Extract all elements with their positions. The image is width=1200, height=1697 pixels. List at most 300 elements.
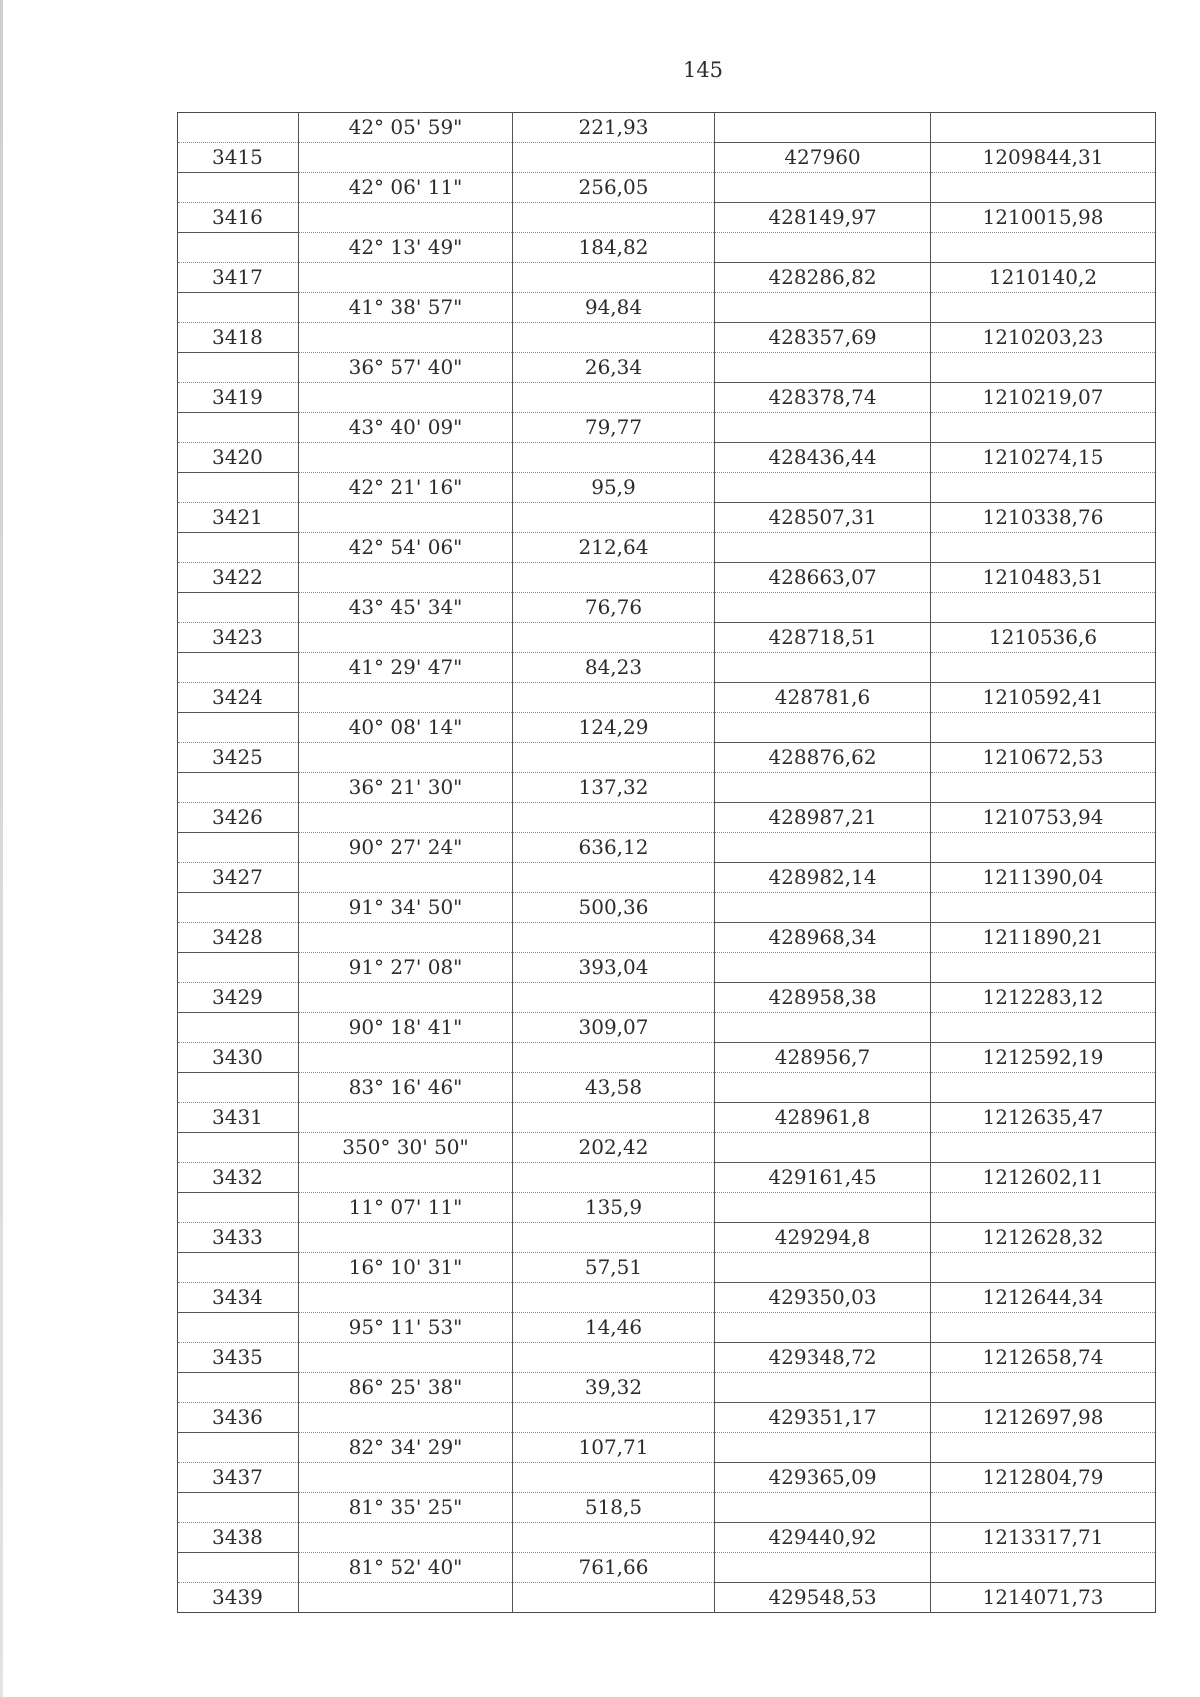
x-coordinate-cell-empty — [715, 1553, 931, 1583]
point-row — [178, 323, 1156, 353]
x-coordinate-cell-empty — [715, 893, 931, 923]
y-coordinate-cell: 1212635,47 — [931, 1103, 1156, 1133]
bearing-cell-empty — [299, 1523, 513, 1553]
segment-row — [178, 1373, 1156, 1403]
distance-cell: 107,71 — [513, 1433, 715, 1463]
point-row — [178, 563, 1156, 593]
distance-cell-empty — [513, 923, 715, 953]
point-id-cell: 3436 — [178, 1403, 299, 1433]
bearing-cell: 90° 18' 41" — [299, 1013, 513, 1043]
point-id-cell: 3421 — [178, 503, 299, 533]
point-id-cell-empty — [178, 1133, 299, 1163]
x-coordinate-cell: 429548,53 — [715, 1583, 931, 1613]
bearing-cell-empty — [299, 1103, 513, 1133]
y-coordinate-cell-empty — [931, 1193, 1156, 1223]
y-coordinate-cell-empty — [931, 1433, 1156, 1463]
x-coordinate-cell-empty — [715, 293, 931, 323]
segment-row — [178, 773, 1156, 803]
y-coordinate-cell-empty — [931, 533, 1156, 563]
bearing-cell: 42° 06' 11" — [299, 173, 513, 203]
point-row — [178, 443, 1156, 473]
y-coordinate-cell: 1212644,34 — [931, 1283, 1156, 1313]
point-id-cell-empty — [178, 1373, 299, 1403]
distance-cell-empty — [513, 983, 715, 1013]
segment-row — [178, 473, 1156, 503]
y-coordinate-cell: 1212658,74 — [931, 1343, 1156, 1373]
y-coordinate-cell-empty — [931, 773, 1156, 803]
x-coordinate-cell-empty — [715, 1193, 931, 1223]
bearing-cell-empty — [299, 323, 513, 353]
x-coordinate-cell: 427960 — [715, 143, 931, 173]
bearing-cell-empty — [299, 383, 513, 413]
y-coordinate-cell: 1211390,04 — [931, 863, 1156, 893]
x-coordinate-cell: 429365,09 — [715, 1463, 931, 1493]
bearing-cell-empty — [299, 1223, 513, 1253]
x-coordinate-cell: 428968,34 — [715, 923, 931, 953]
point-id-cell-empty — [178, 893, 299, 923]
y-coordinate-cell-empty — [931, 653, 1156, 683]
x-coordinate-cell: 428961,8 — [715, 1103, 931, 1133]
y-coordinate-cell-empty — [931, 1373, 1156, 1403]
point-id-cell: 3418 — [178, 323, 299, 353]
bearing-cell: 11° 07' 11" — [299, 1193, 513, 1223]
distance-cell: 221,93 — [513, 113, 715, 143]
bearing-cell-empty — [299, 1403, 513, 1433]
y-coordinate-cell: 1210274,15 — [931, 443, 1156, 473]
distance-cell: 184,82 — [513, 233, 715, 263]
point-id-cell: 3417 — [178, 263, 299, 293]
bearing-cell-empty — [299, 263, 513, 293]
segment-row — [178, 1433, 1156, 1463]
point-id-cell: 3427 — [178, 863, 299, 893]
segment-row — [178, 1553, 1156, 1583]
y-coordinate-cell: 1212697,98 — [931, 1403, 1156, 1433]
segment-row — [178, 233, 1156, 263]
point-id-cell-empty — [178, 833, 299, 863]
bearing-cell: 86° 25' 38" — [299, 1373, 513, 1403]
segment-row — [178, 953, 1156, 983]
bearing-cell-empty — [299, 1043, 513, 1073]
y-coordinate-cell-empty — [931, 353, 1156, 383]
distance-cell-empty — [513, 323, 715, 353]
distance-cell: 202,42 — [513, 1133, 715, 1163]
point-id-cell-empty — [178, 113, 299, 143]
x-coordinate-cell-empty — [715, 413, 931, 443]
point-row — [178, 983, 1156, 1013]
point-id-cell: 3424 — [178, 683, 299, 713]
x-coordinate-cell: 428982,14 — [715, 863, 931, 893]
y-coordinate-cell-empty — [931, 593, 1156, 623]
segment-row — [178, 1253, 1156, 1283]
bearing-cell: 42° 13' 49" — [299, 233, 513, 263]
point-row — [178, 1463, 1156, 1493]
y-coordinate-cell-empty — [931, 1073, 1156, 1103]
point-row — [178, 863, 1156, 893]
x-coordinate-cell: 428718,51 — [715, 623, 931, 653]
x-coordinate-cell: 428149,97 — [715, 203, 931, 233]
point-row — [178, 503, 1156, 533]
bearing-cell: 36° 21' 30" — [299, 773, 513, 803]
distance-cell-empty — [513, 203, 715, 233]
y-coordinate-cell-empty — [931, 113, 1156, 143]
point-id-cell-empty — [178, 1193, 299, 1223]
point-row — [178, 803, 1156, 833]
distance-cell: 309,07 — [513, 1013, 715, 1043]
segment-row — [178, 1133, 1156, 1163]
point-id-cell-empty — [178, 293, 299, 323]
bearing-cell: 41° 29' 47" — [299, 653, 513, 683]
point-id-cell: 3431 — [178, 1103, 299, 1133]
point-id-cell: 3437 — [178, 1463, 299, 1493]
distance-cell: 94,84 — [513, 293, 715, 323]
x-coordinate-cell: 428958,38 — [715, 983, 931, 1013]
x-coordinate-cell-empty — [715, 1013, 931, 1043]
distance-cell: 57,51 — [513, 1253, 715, 1283]
x-coordinate-cell-empty — [715, 773, 931, 803]
segment-row — [178, 353, 1156, 383]
bearing-cell-empty — [299, 1163, 513, 1193]
x-coordinate-cell-empty — [715, 113, 931, 143]
bearing-cell-empty — [299, 503, 513, 533]
bearing-cell: 42° 54' 06" — [299, 533, 513, 563]
point-row — [178, 383, 1156, 413]
point-row — [178, 263, 1156, 293]
distance-cell: 500,36 — [513, 893, 715, 923]
point-row — [178, 1583, 1156, 1613]
point-id-cell: 3434 — [178, 1283, 299, 1313]
point-id-cell: 3420 — [178, 443, 299, 473]
distance-cell-empty — [513, 1343, 715, 1373]
x-coordinate-cell-empty — [715, 1253, 931, 1283]
point-id-cell: 3419 — [178, 383, 299, 413]
distance-cell: 135,9 — [513, 1193, 715, 1223]
bearing-cell: 42° 21' 16" — [299, 473, 513, 503]
x-coordinate-cell: 428378,74 — [715, 383, 931, 413]
y-coordinate-cell: 1210672,53 — [931, 743, 1156, 773]
x-coordinate-cell-empty — [715, 1133, 931, 1163]
x-coordinate-cell: 428663,07 — [715, 563, 931, 593]
point-row — [178, 1403, 1156, 1433]
distance-cell-empty — [513, 743, 715, 773]
x-coordinate-cell: 428987,21 — [715, 803, 931, 833]
y-coordinate-cell-empty — [931, 413, 1156, 443]
distance-cell-empty — [513, 1403, 715, 1433]
bearing-cell: 83° 16' 46" — [299, 1073, 513, 1103]
y-coordinate-cell: 1210483,51 — [931, 563, 1156, 593]
distance-cell: 95,9 — [513, 473, 715, 503]
coordinates-table — [177, 112, 1156, 1613]
y-coordinate-cell-empty — [931, 173, 1156, 203]
y-coordinate-cell: 1212602,11 — [931, 1163, 1156, 1193]
distance-cell-empty — [513, 383, 715, 413]
point-id-cell-empty — [178, 953, 299, 983]
bearing-cell: 82° 34' 29" — [299, 1433, 513, 1463]
point-id-cell-empty — [178, 1493, 299, 1523]
bearing-cell: 91° 27' 08" — [299, 953, 513, 983]
segment-row — [178, 113, 1156, 143]
x-coordinate-cell-empty — [715, 1073, 931, 1103]
bearing-cell-empty — [299, 743, 513, 773]
bearing-cell: 91° 34' 50" — [299, 893, 513, 923]
distance-cell: 761,66 — [513, 1553, 715, 1583]
point-id-cell: 3429 — [178, 983, 299, 1013]
segment-row — [178, 1313, 1156, 1343]
y-coordinate-cell-empty — [931, 833, 1156, 863]
segment-row — [178, 533, 1156, 563]
distance-cell: 518,5 — [513, 1493, 715, 1523]
x-coordinate-cell: 429440,92 — [715, 1523, 931, 1553]
point-id-cell-empty — [178, 1313, 299, 1343]
coordinates-table-body — [178, 113, 1156, 1613]
y-coordinate-cell-empty — [931, 1013, 1156, 1043]
segment-row — [178, 593, 1156, 623]
distance-cell-empty — [513, 1463, 715, 1493]
distance-cell-empty — [513, 143, 715, 173]
distance-cell-empty — [513, 1103, 715, 1133]
segment-row — [178, 833, 1156, 863]
x-coordinate-cell-empty — [715, 1433, 931, 1463]
y-coordinate-cell-empty — [931, 1493, 1156, 1523]
x-coordinate-cell: 428956,7 — [715, 1043, 931, 1073]
point-id-cell: 3430 — [178, 1043, 299, 1073]
y-coordinate-cell-empty — [931, 1313, 1156, 1343]
x-coordinate-cell: 428876,62 — [715, 743, 931, 773]
distance-cell-empty — [513, 1283, 715, 1313]
distance-cell-empty — [513, 803, 715, 833]
x-coordinate-cell-empty — [715, 533, 931, 563]
bearing-cell: 43° 40' 09" — [299, 413, 513, 443]
x-coordinate-cell-empty — [715, 593, 931, 623]
segment-row — [178, 713, 1156, 743]
point-row — [178, 1043, 1156, 1073]
x-coordinate-cell-empty — [715, 953, 931, 983]
y-coordinate-cell: 1212804,79 — [931, 1463, 1156, 1493]
y-coordinate-cell-empty — [931, 293, 1156, 323]
x-coordinate-cell-empty — [715, 1313, 931, 1343]
distance-cell: 212,64 — [513, 533, 715, 563]
segment-row — [178, 293, 1156, 323]
distance-cell: 256,05 — [513, 173, 715, 203]
y-coordinate-cell: 1210753,94 — [931, 803, 1156, 833]
distance-cell-empty — [513, 1163, 715, 1193]
distance-cell: 39,32 — [513, 1373, 715, 1403]
point-id-cell: 3438 — [178, 1523, 299, 1553]
point-id-cell: 3415 — [178, 143, 299, 173]
y-coordinate-cell: 1210140,2 — [931, 263, 1156, 293]
bearing-cell-empty — [299, 863, 513, 893]
x-coordinate-cell: 428436,44 — [715, 443, 931, 473]
y-coordinate-cell-empty — [931, 1133, 1156, 1163]
y-coordinate-cell: 1209844,31 — [931, 143, 1156, 173]
segment-row — [178, 1013, 1156, 1043]
x-coordinate-cell: 429348,72 — [715, 1343, 931, 1373]
segment-row — [178, 1493, 1156, 1523]
bearing-cell: 43° 45' 34" — [299, 593, 513, 623]
bearing-cell: 81° 35' 25" — [299, 1493, 513, 1523]
x-coordinate-cell: 428286,82 — [715, 263, 931, 293]
y-coordinate-cell: 1211890,21 — [931, 923, 1156, 953]
point-row — [178, 623, 1156, 653]
y-coordinate-cell: 1210338,76 — [931, 503, 1156, 533]
distance-cell-empty — [513, 443, 715, 473]
bearing-cell-empty — [299, 623, 513, 653]
point-row — [178, 203, 1156, 233]
distance-cell: 79,77 — [513, 413, 715, 443]
point-row — [178, 1523, 1156, 1553]
y-coordinate-cell-empty — [931, 713, 1156, 743]
bearing-cell-empty — [299, 203, 513, 233]
y-coordinate-cell: 1213317,71 — [931, 1523, 1156, 1553]
distance-cell: 76,76 — [513, 593, 715, 623]
point-id-cell: 3433 — [178, 1223, 299, 1253]
x-coordinate-cell-empty — [715, 1373, 931, 1403]
x-coordinate-cell: 428357,69 — [715, 323, 931, 353]
bearing-cell: 350° 30' 50" — [299, 1133, 513, 1163]
distance-cell: 137,32 — [513, 773, 715, 803]
segment-row — [178, 653, 1156, 683]
scan-edge-shadow — [0, 0, 3, 1697]
point-row — [178, 1103, 1156, 1133]
point-id-cell-empty — [178, 593, 299, 623]
distance-cell-empty — [513, 263, 715, 293]
distance-cell: 14,46 — [513, 1313, 715, 1343]
point-id-cell-empty — [178, 1073, 299, 1103]
bearing-cell-empty — [299, 1463, 513, 1493]
point-id-cell-empty — [178, 173, 299, 203]
page-number-text: 145 — [682, 58, 724, 82]
point-id-cell-empty — [178, 1253, 299, 1283]
bearing-cell: 90° 27' 24" — [299, 833, 513, 863]
point-row — [178, 923, 1156, 953]
bearing-cell-empty — [299, 1283, 513, 1313]
distance-cell: 84,23 — [513, 653, 715, 683]
bearing-cell-empty — [299, 983, 513, 1013]
distance-cell: 26,34 — [513, 353, 715, 383]
x-coordinate-cell-empty — [715, 353, 931, 383]
point-id-cell: 3423 — [178, 623, 299, 653]
point-id-cell: 3428 — [178, 923, 299, 953]
point-id-cell-empty — [178, 353, 299, 383]
y-coordinate-cell: 1214071,73 — [982, 1585, 1104, 1609]
point-id-cell-empty — [178, 713, 299, 743]
distance-cell: 124,29 — [513, 713, 715, 743]
distance-cell-empty — [513, 1523, 715, 1553]
y-coordinate-cell: 1212592,19 — [931, 1043, 1156, 1073]
x-coordinate-cell: 428507,31 — [715, 503, 931, 533]
x-coordinate-cell-empty — [715, 1493, 931, 1523]
y-coordinate-cell: 1210592,41 — [931, 683, 1156, 713]
point-row — [178, 1343, 1156, 1373]
bearing-cell-empty — [299, 1343, 513, 1373]
point-row — [178, 683, 1156, 713]
point-id-cell-empty — [178, 233, 299, 263]
y-coordinate-cell: 1210536,6 — [931, 623, 1156, 653]
distance-cell-empty — [513, 1223, 715, 1253]
x-coordinate-cell-empty — [715, 173, 931, 203]
y-coordinate-cell: 1210015,98 — [931, 203, 1156, 233]
distance-cell: 43,58 — [513, 1073, 715, 1103]
segment-row — [178, 1073, 1156, 1103]
point-id-cell-empty — [178, 413, 299, 443]
point-row — [178, 1283, 1156, 1313]
point-row — [178, 743, 1156, 773]
y-coordinate-cell-empty — [931, 1553, 1156, 1583]
bearing-cell: 95° 11' 53" — [299, 1313, 513, 1343]
bearing-cell: 40° 08' 14" — [299, 713, 513, 743]
point-id-cell: 3416 — [178, 203, 299, 233]
x-coordinate-cell-empty — [715, 653, 931, 683]
x-coordinate-cell: 429294,8 — [715, 1223, 931, 1253]
point-id-cell-empty — [178, 1553, 299, 1583]
y-coordinate-cell-empty — [931, 233, 1156, 263]
distance-cell-empty — [513, 503, 715, 533]
point-id-cell: 3435 — [178, 1343, 299, 1373]
bearing-cell-empty — [299, 143, 513, 173]
segment-row — [178, 413, 1156, 443]
point-id-cell-empty — [178, 533, 299, 563]
point-id-cell-empty — [178, 773, 299, 803]
bearing-cell-empty — [299, 803, 513, 833]
point-id-cell: 3432 — [178, 1163, 299, 1193]
segment-row — [178, 173, 1156, 203]
bearing-cell-empty — [299, 563, 513, 593]
y-coordinate-cell: 1212628,32 — [931, 1223, 1156, 1253]
y-coordinate-cell: 1210219,07 — [931, 383, 1156, 413]
point-row — [178, 1163, 1156, 1193]
bearing-cell: 42° 05' 59" — [299, 113, 513, 143]
x-coordinate-cell-empty — [715, 713, 931, 743]
y-coordinate-cell: 1210203,23 — [931, 323, 1156, 353]
point-id-cell-empty — [178, 1013, 299, 1043]
segment-row — [178, 893, 1156, 923]
x-coordinate-cell: 428781,6 — [715, 683, 931, 713]
bearing-cell: 81° 52' 40" — [299, 1553, 513, 1583]
x-coordinate-cell-empty — [715, 233, 931, 263]
point-id-cell-empty — [178, 653, 299, 683]
point-row — [178, 143, 1156, 173]
x-coordinate-cell: 429350,03 — [715, 1283, 931, 1313]
y-coordinate-cell-empty — [931, 893, 1156, 923]
bearing-cell-empty — [299, 443, 513, 473]
distance-cell: 636,12 — [513, 833, 715, 863]
bearing-cell: 41° 38' 57" — [299, 293, 513, 323]
bearing-cell: 16° 10' 31" — [299, 1253, 513, 1283]
distance-cell-empty — [513, 1583, 715, 1613]
bearing-cell-empty — [299, 1583, 513, 1613]
bearing-cell: 36° 57' 40" — [299, 353, 513, 383]
distance-cell-empty — [513, 1043, 715, 1073]
x-coordinate-cell: 429351,17 — [715, 1403, 931, 1433]
point-id-cell-empty — [178, 473, 299, 503]
point-row — [178, 1223, 1156, 1253]
bearing-cell-empty — [299, 923, 513, 953]
segment-row — [178, 1193, 1156, 1223]
bearing-cell-empty — [299, 683, 513, 713]
x-coordinate-cell-empty — [715, 833, 931, 863]
distance-cell-empty — [513, 563, 715, 593]
y-coordinate-cell-empty — [931, 953, 1156, 983]
distance-cell: 393,04 — [513, 953, 715, 983]
distance-cell-empty — [513, 623, 715, 653]
point-id-cell: 3426 — [178, 803, 299, 833]
y-coordinate-cell-empty — [931, 1253, 1156, 1283]
distance-cell-empty — [513, 683, 715, 713]
point-id-cell: 3425 — [178, 743, 299, 773]
x-coordinate-cell-empty — [715, 473, 931, 503]
point-id-cell: 3439 — [178, 1583, 299, 1613]
page-number — [0, 58, 1200, 82]
distance-cell-empty — [513, 863, 715, 893]
